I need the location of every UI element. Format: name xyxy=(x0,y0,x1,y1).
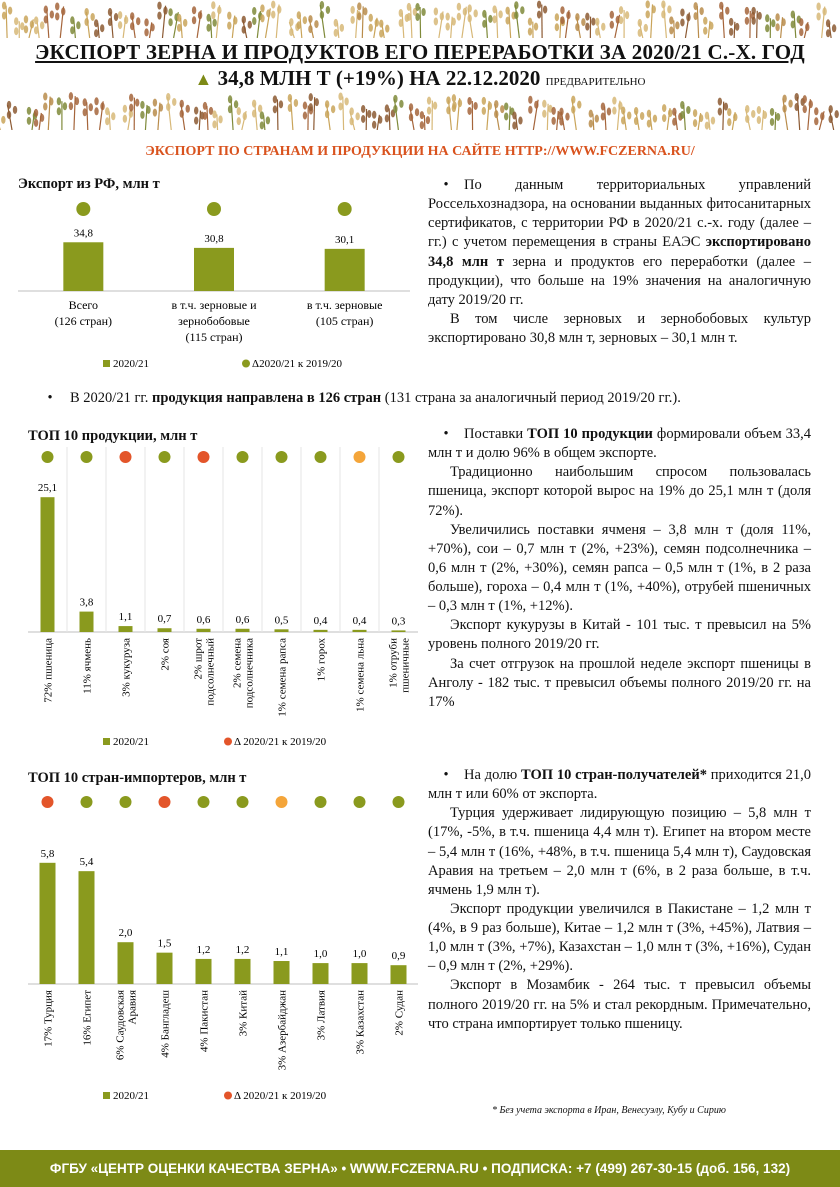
grain-sprig xyxy=(393,95,403,130)
grain-sprig xyxy=(560,6,570,38)
grain-sprig xyxy=(512,112,522,130)
grain-sprig xyxy=(194,107,204,130)
grain-sprig xyxy=(334,19,344,38)
bar xyxy=(40,863,56,984)
grain-sprig xyxy=(118,11,128,38)
grain-sprig xyxy=(70,16,80,38)
grain-sprig xyxy=(745,105,755,130)
chart2-title: ТОП 10 продукции, млн т xyxy=(28,428,198,444)
grain-sprig xyxy=(559,108,569,130)
grain-sprig xyxy=(34,109,44,130)
bar xyxy=(157,953,173,984)
grain-sprig xyxy=(445,13,455,38)
grain-sprig xyxy=(775,13,785,38)
grain-sprig xyxy=(693,109,703,130)
grain-sprig xyxy=(799,18,809,38)
category-label: 17% Турция xyxy=(42,990,55,1047)
grain-sprig xyxy=(672,108,682,130)
bullet-icon: • xyxy=(443,426,449,442)
grain-sprig xyxy=(638,19,648,38)
page-subtitle xyxy=(0,66,840,91)
grain-sprig xyxy=(14,17,24,38)
legend-label: Δ 2020/21 к 2019/20 xyxy=(234,736,327,748)
category-label: 2% Судан xyxy=(393,990,406,1036)
grain-sprig xyxy=(357,2,367,38)
bar xyxy=(119,626,133,632)
prelim-label: ПРЕДВАРИТЕЛЬНО xyxy=(545,76,646,88)
change-indicator-dot xyxy=(120,451,132,463)
bar-value-label: 1,0 xyxy=(352,948,367,961)
grain-sprig xyxy=(415,3,425,38)
subtitle-total: 34,8 МЛН Т (+19%) НА 22.12.2020 xyxy=(217,66,541,90)
grain-sprig xyxy=(338,92,348,130)
text-block-1: • По данным территориальных управлений Россельхознадзора, на основании выданных фитосанитарных сертификатов, с территории РФ в 2020/21 с.-х. году (далее – гг.) с учетом перемещения в страны ЕАЭС экспортировано 34,8 млн т зерна и продуктов его переработки (далее – продукции), что больше на 19% значения на аналогичную дату 2019/20 гг. В том числе зерновых и зернобобовых культур экспортировано 30,8 млн т, зерновых – 30,1 млн т. xyxy=(428,177,811,346)
grain-sprig xyxy=(751,7,761,38)
grain-sprig xyxy=(242,16,252,38)
grain-sprig xyxy=(211,1,221,38)
change-indicator-dot xyxy=(338,202,352,216)
grain-sprig xyxy=(409,103,419,130)
change-indicator-dot xyxy=(42,796,54,808)
change-indicator-dot xyxy=(159,451,171,463)
grain-sprig xyxy=(482,97,492,130)
bar xyxy=(197,629,211,632)
category-label: 3% Китай xyxy=(237,990,250,1037)
bar-value-label: 0,6 xyxy=(196,613,211,626)
bar xyxy=(63,242,103,291)
chart3-title: ТОП 10 стран-импортеров, млн т xyxy=(28,770,247,786)
bar xyxy=(41,497,55,632)
change-indicator-dot xyxy=(42,451,54,463)
grain-sprig xyxy=(647,110,657,130)
legend-label: 2020/21 xyxy=(113,358,150,370)
grain-sprig xyxy=(252,7,262,38)
legend-swatch xyxy=(103,1092,110,1099)
grain-sprig xyxy=(177,14,187,38)
grain-sprig xyxy=(369,14,379,38)
bullet-icon: • xyxy=(47,390,53,406)
bar-value-label: 1,0 xyxy=(313,948,328,961)
text-block-2: • Поставки ТОП 10 продукции формировали объем 33,4 млн т и долю 96% в общем экспорте. Традиционно наибольшим спросом пользовалась пшеница, экспорт которой вырос на 19% до 25,1 млн т (доля 72%). Увеличились поставки ячменя – 3,8 млн т (доля 11%, +70%), сои – 0,7 млн т (2%, +23%), семян подсолнечника – 0,6 млн т (2%, +30%), семян рапса – 0,5 млн т (1%, в 2 раза больше), гороха – 0,4 млн т (1%, +40%), отрубей пшеничных – 0,3 млн т (1%, +12%). Экспорт кукурузы в Китай - 101 тыс. т превысил на 5% уровень полного 2019/20 гг. За счет отгрузок на прошлой неделе экспорт пшеницы в Анголу - 182 тыс. т превысил объемы полного 2019/20 гг. на 17% xyxy=(428,426,811,710)
category-label: 4% Бангладеш xyxy=(159,990,172,1058)
grain-sprig xyxy=(505,7,515,38)
grain-sprig xyxy=(427,97,437,130)
grain-sprig xyxy=(494,100,504,130)
grain-sprig xyxy=(166,93,176,130)
grain-sprig xyxy=(69,92,79,130)
grain-sprig xyxy=(619,6,629,38)
grain-sprig xyxy=(308,15,318,38)
grain-sprig xyxy=(770,108,780,130)
grain-sprig xyxy=(482,10,492,38)
category-label: 2% семенаподсолнечника xyxy=(231,638,256,709)
bullet-icon: • xyxy=(443,177,449,193)
grain-sprig xyxy=(0,111,6,130)
legend-swatch xyxy=(103,738,110,745)
category-label: 2% шротподсолнечный xyxy=(192,638,217,706)
grain-sprig xyxy=(34,16,44,38)
grain-sprig xyxy=(260,111,270,130)
change-indicator-dot xyxy=(237,451,249,463)
category-label: 3% Казахстан xyxy=(354,990,367,1055)
top10-importers-chart xyxy=(28,786,418,1106)
grain-sprig xyxy=(467,97,477,130)
grain-sprig xyxy=(492,5,502,38)
chart1-title: Экспорт из РФ, млн т xyxy=(18,176,160,192)
bar xyxy=(236,629,250,632)
bar-value-label: 0,3 xyxy=(391,615,406,628)
bar xyxy=(392,630,406,632)
change-indicator-dot xyxy=(276,451,288,463)
bar-value-label: 0,9 xyxy=(391,950,406,963)
bar-value-label: 0,7 xyxy=(157,613,172,626)
grain-sprig xyxy=(662,104,672,130)
category-label: 16% Египет xyxy=(81,990,94,1046)
grain-sprig xyxy=(729,18,739,38)
grain-sprig xyxy=(765,14,775,38)
grain-sprig xyxy=(83,98,93,130)
grain-sprig xyxy=(320,1,330,38)
grain-sprig xyxy=(693,2,703,38)
grain-sprig xyxy=(361,105,371,130)
grain-sprig xyxy=(399,9,409,38)
legend-dot xyxy=(242,360,250,368)
bar xyxy=(235,959,251,984)
change-indicator-dot xyxy=(81,796,93,808)
category-label: 1% семена рапса xyxy=(276,638,289,717)
legend-label: 2020/21 xyxy=(113,736,150,748)
bar-value-label: 5,8 xyxy=(40,847,55,860)
change-indicator-dot xyxy=(354,451,366,463)
grain-sprig xyxy=(589,110,599,130)
category-label: 3% кукуруза xyxy=(120,638,133,697)
bar-value-label: 3,8 xyxy=(79,596,94,609)
grain-sprig xyxy=(703,17,713,38)
bar-value-label: 0,4 xyxy=(352,614,367,627)
change-indicator-dot xyxy=(315,451,327,463)
grain-sprig xyxy=(575,13,585,38)
grain-sprig xyxy=(325,100,335,130)
grain-sprig xyxy=(621,106,631,130)
grain-sprig xyxy=(180,100,190,130)
grain-sprig xyxy=(297,11,307,38)
category-label: 11% ячмень xyxy=(81,638,94,694)
legend-label: 2020/21 xyxy=(113,1090,150,1102)
category-label: 2% соя xyxy=(159,638,172,671)
site-link-line[interactable]: ЭКСПОРТ ПО СТРАНАМ И ПРОДУКЦИИ НА САЙТЕ HTTP://WWW.FCZERNA.RU/ xyxy=(145,144,695,159)
bar xyxy=(274,961,290,984)
grain-sprig xyxy=(610,11,620,38)
grain-sprig xyxy=(55,2,65,38)
change-indicator-dot xyxy=(120,796,132,808)
grain-sprig xyxy=(680,8,690,38)
grain-sprig xyxy=(94,97,104,130)
grain-sprig xyxy=(467,4,477,38)
change-indicator-dot xyxy=(315,796,327,808)
grain-sprig xyxy=(537,1,547,38)
legend-label: Δ2020/21 к 2019/20 xyxy=(252,358,343,370)
grain-sprig xyxy=(153,99,163,130)
change-indicator-dot xyxy=(159,796,171,808)
grain-sprig xyxy=(130,12,140,38)
bar xyxy=(353,630,367,632)
grain-sprig xyxy=(646,0,656,38)
top10-products-chart xyxy=(28,445,418,755)
bar-value-label: 0,5 xyxy=(274,614,289,627)
category-label: 1% горох xyxy=(315,638,328,682)
text-block-3: • На долю ТОП 10 стран-получателей* приходится 21,0 млн т или 60% от экспорта. Турция удерживает лидирующую позицию – 5,8 млн т (17%, -5%, в т.ч. пшеница 4,4 млн т). Египет на втором месте – 5,4 млн т (16%, +48%, в т.ч. пшеница 5,4 млн т), Саудовская Аравия на третьем – 2,0 млн т (6%, в 2 раза больше, в т.ч. ячмень 1,9 млн т). Экспорт продукции увеличился в Пакистане – 1,2 млн т (4%, в 9 раз больше), Китае – 1,2 млн т (3%, +45%), Латвия – 1,0 млн т (3%, +7%), Казахстан – 1,0 млн т (3%, +16%), Судан – 0,9 млн т (2%, +29%). Экспорт в Мозамбик - 264 тыс. т превысил объемы полного 2019/20 гг. на 5% и стал рекордным. Примечательно, что страна импортирует только пшеницу. xyxy=(428,767,811,1032)
grain-sprig xyxy=(542,100,552,130)
bar xyxy=(314,630,328,632)
grain-sprig xyxy=(816,3,826,38)
grain-sprig xyxy=(372,111,382,130)
countries-count-line: • В 2020/21 гг. продукция направлена в 126 стран (131 страна за аналогичный период 2019/20 гг.). xyxy=(30,390,820,407)
grain-sprig xyxy=(595,18,605,38)
grain-sprig xyxy=(457,3,467,38)
category-label: 3% Азербайджан xyxy=(276,990,289,1071)
grain-sprig xyxy=(612,97,622,130)
bar xyxy=(352,963,368,984)
grain-sprig xyxy=(43,93,53,130)
bar-value-label: 34,8 xyxy=(73,227,93,240)
grain-sprig xyxy=(814,107,824,130)
grain-sprig xyxy=(227,12,237,38)
bar-value-label: 1,2 xyxy=(235,943,250,956)
category-label: в т.ч. зерновые (105 стран) xyxy=(306,298,383,328)
grain-sprig xyxy=(57,97,67,130)
change-indicator-dot xyxy=(237,796,249,808)
grain-sprig xyxy=(237,107,247,130)
bar xyxy=(196,959,212,984)
grain-sprig xyxy=(44,6,54,38)
grain-sprig xyxy=(2,2,12,38)
grain-sprig xyxy=(7,101,17,130)
grain-sprig xyxy=(273,95,283,130)
legend-dot xyxy=(224,1092,232,1100)
grain-sprig xyxy=(571,96,581,130)
grain-sprig xyxy=(203,102,213,130)
legend-label: Δ 2020/21 к 2019/20 xyxy=(234,1090,327,1102)
grain-sprig xyxy=(757,106,767,130)
grain-sprig xyxy=(782,95,792,130)
bar-value-label: 2,0 xyxy=(118,927,133,940)
grain-sprig xyxy=(680,101,690,130)
category-label: 1% семена льна xyxy=(354,638,367,712)
grain-sprig xyxy=(601,103,611,130)
bar-value-label: 25,1 xyxy=(37,482,58,495)
grain-sprig xyxy=(168,8,178,38)
category-label: 4% Пакистан xyxy=(198,990,211,1053)
grain-sprig xyxy=(288,94,298,130)
bar-value-label: 30,8 xyxy=(204,232,224,245)
grain-sprig xyxy=(452,94,462,130)
bar-value-label: 5,4 xyxy=(79,856,94,869)
grain-sprig xyxy=(434,7,444,38)
grain-sprig xyxy=(105,107,115,130)
change-indicator-dot xyxy=(393,796,405,808)
footer-bar: ФГБУ «ЦЕНТР ОЦЕНКИ КАЧЕСТВА ЗЕРНА» • WWW.FCZERNA.RU • ПОДПИСКА: +7 (499) 267-30-15 (доб. 156, 132) xyxy=(0,1150,840,1187)
grain-sprig xyxy=(719,2,729,38)
footnote: * Без учета экспорта в Иран, Венесуэлу, Кубу и Сирию xyxy=(492,1105,726,1116)
bar xyxy=(325,249,365,291)
bar xyxy=(80,612,94,632)
grain-sprig xyxy=(212,110,222,130)
category-label: Всего (126 стран) xyxy=(54,298,113,328)
grain-sprig xyxy=(514,1,524,38)
grain-sprig xyxy=(24,15,34,38)
bar-value-label: 1,2 xyxy=(196,943,211,956)
grain-sprig xyxy=(271,1,281,38)
decorative-grain-border-top xyxy=(0,0,840,38)
category-label: 3% Латвия xyxy=(315,990,328,1041)
bar-value-label: 30,1 xyxy=(335,233,355,246)
grain-sprig xyxy=(669,16,679,38)
up-triangle-icon: ▲ xyxy=(194,69,213,89)
bar xyxy=(194,248,234,291)
grain-sprig xyxy=(228,95,238,130)
category-label: 6% СаудовскаяАравия xyxy=(114,990,139,1061)
legend-swatch xyxy=(103,360,110,367)
grain-sprig xyxy=(634,107,644,130)
grain-sprig xyxy=(350,6,360,38)
bar xyxy=(275,629,289,632)
grain-sprig xyxy=(84,8,94,38)
grain-sprig xyxy=(157,2,167,38)
grain-sprig xyxy=(528,18,538,38)
decorative-grain-border-bottom xyxy=(0,92,840,130)
grain-sprig xyxy=(379,20,389,38)
grain-sprig xyxy=(260,4,270,38)
change-indicator-dot xyxy=(276,796,288,808)
bar xyxy=(79,871,95,984)
grain-sprig xyxy=(349,107,359,130)
category-label: в т.ч. зерновые и зернобобовые (115 стран) xyxy=(171,298,257,344)
bar-value-label: 1,1 xyxy=(274,946,289,959)
change-indicator-dot xyxy=(354,796,366,808)
bar-value-label: 0,6 xyxy=(235,613,250,626)
change-indicator-dot xyxy=(393,451,405,463)
bar-value-label: 0,4 xyxy=(313,614,328,627)
grain-sprig xyxy=(192,6,202,38)
grain-sprig xyxy=(803,95,813,130)
change-indicator-dot xyxy=(198,796,210,808)
grain-sprig xyxy=(705,112,715,130)
grain-sprig xyxy=(108,8,118,38)
change-indicator-dot xyxy=(207,202,221,216)
grain-sprig xyxy=(828,105,838,130)
page-title: ЭКСПОРТ ЗЕРНА И ПРОДУКТОВ ЕГО ПЕРЕРАБОТКИ ЗА 2020/21 С.-Х. ГОД xyxy=(35,40,805,64)
grain-sprig xyxy=(528,96,538,130)
grain-sprig xyxy=(826,19,836,38)
bar xyxy=(391,965,407,984)
bar-value-label: 1,1 xyxy=(118,611,133,624)
change-indicator-dot xyxy=(76,202,90,216)
grain-sprig xyxy=(144,18,154,38)
bar xyxy=(118,942,134,984)
export-total-chart xyxy=(18,195,410,375)
change-indicator-dot xyxy=(198,451,210,463)
grain-sprig xyxy=(94,19,104,38)
bar xyxy=(313,963,329,984)
grain-sprig xyxy=(585,13,595,38)
bullet-icon: • xyxy=(443,767,449,783)
bar xyxy=(158,628,172,632)
category-label: 1% отрубипшеничные xyxy=(387,638,412,693)
bar-value-label: 1,5 xyxy=(157,937,172,950)
change-indicator-dot xyxy=(81,451,93,463)
category-label: 72% пшеница xyxy=(42,638,55,703)
grain-sprig xyxy=(727,108,737,130)
grain-sprig xyxy=(140,101,150,130)
grain-sprig xyxy=(718,98,728,130)
legend-dot xyxy=(224,738,232,746)
